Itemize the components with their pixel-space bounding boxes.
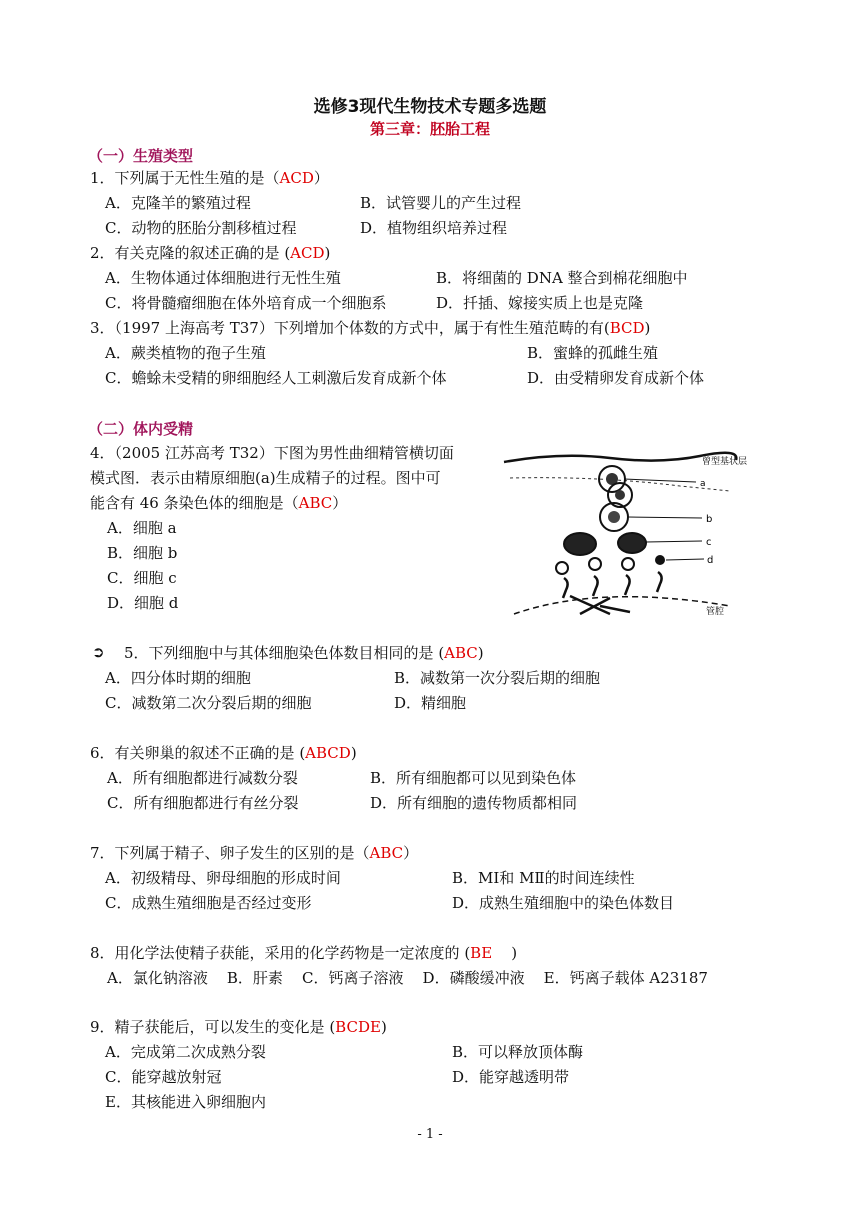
q1-option-c: C．动物的胚胎分割移植过程 (105, 219, 297, 237)
fig-label-top: 曾型基状层 (702, 457, 748, 467)
answer-8: BE (470, 944, 493, 962)
q2-option-b: B．将细菌的 DNA 整合到棉花细胞中 (436, 269, 688, 287)
section-heading-reproduction: （一）生殖类型 (88, 147, 194, 165)
lumen-tails (570, 596, 630, 614)
fig-label-c: c (706, 537, 712, 548)
fig-label-b: b (706, 514, 713, 525)
q9-option-c: C．能穿越放射冠 (105, 1068, 222, 1086)
answer-5: ABC (444, 644, 478, 662)
question-9: 9．精子获能后，可以发生的变化是 (BCDE) (90, 1018, 387, 1036)
q2-option-a: A．生物体通过体细胞进行无性生殖 (105, 269, 341, 287)
question-1: 1．下列属于无性生殖的是（ACD） (90, 169, 329, 187)
cell-d (556, 555, 704, 574)
answer-9: BCDE (335, 1018, 381, 1036)
q5-option-c: C．减数第二次分裂后期的细胞 (105, 694, 312, 712)
q7-option-c: C．成熟生殖细胞是否经过变形 (105, 894, 312, 912)
chapter-title: 第三章：胚胎工程 (369, 120, 490, 138)
answer-2: ACD (290, 244, 325, 262)
q5-option-a: A．四分体时期的细胞 (105, 669, 251, 687)
q9-option-e: E．其核能进入卵细胞内 (105, 1093, 266, 1111)
q7-option-a: A．初级精母、卵母细胞的形成时间 (105, 869, 341, 887)
question-2: 2．有关克隆的叙述正确的是 (ACD) (90, 244, 331, 262)
q4-option-c: C．细胞 c (107, 569, 177, 587)
q4-option-a: A．细胞 a (107, 519, 177, 537)
q5-option-d: D．精细胞 (394, 694, 467, 712)
cell-a (599, 466, 696, 492)
document-title: 选修3现代生物技术专题多选题 (313, 97, 547, 117)
q2-option-d: D．扦插、嫁接实质上也是克隆 (436, 294, 644, 312)
q4-option-d: D．细胞 d (107, 594, 179, 612)
q7-option-d: D．成熟生殖细胞中的染色体数目 (452, 894, 675, 912)
q9-option-b: B．可以释放顶体酶 (452, 1043, 584, 1061)
question-4-line-1: 4．（2005 江苏高考 T32）下图为男性曲细精管横切面 (90, 444, 454, 462)
answer-4: ABC (298, 494, 333, 512)
question-3: 3．（1997 上海高考 T37）下列增加个体数的方式中，属于有性生殖范畴的有(BCD) (90, 319, 651, 337)
question-4-line-3: 能含有 46 条染色体的细胞是（ABC） (90, 494, 348, 512)
q8-options: A．氯化钠溶液 B．肝素 C．钙离子溶液 D．磷酸缓冲液 E．钙离子载体 A23187 (107, 969, 708, 987)
q6-option-b: B．所有细胞都可以见到染色体 (370, 769, 577, 787)
cell-b (600, 503, 702, 531)
q4-option-b: B．细胞 b (107, 544, 178, 562)
fig-label-bottom: 管腔 (706, 607, 725, 617)
question-6: 6．有关卵巢的叙述不正确的是 (ABCD) (90, 744, 357, 762)
q6-option-d: D．所有细胞的遗传物质都相同 (370, 794, 578, 812)
fig-label-d: d (707, 555, 714, 566)
q3-option-a: A．蕨类植物的孢子生殖 (105, 344, 266, 362)
q1-option-a: A．克隆羊的繁殖过程 (105, 194, 251, 212)
answer-6: ABCD (305, 744, 351, 762)
q3-option-b: B．蜜蜂的孤雌生殖 (527, 344, 659, 362)
q6-option-c: C．所有细胞都进行有丝分裂 (107, 794, 299, 812)
q9-option-a: A．完成第二次成熟分裂 (105, 1043, 266, 1061)
answer-7: ABC (369, 844, 404, 862)
question-5: 5．下列细胞中与其体细胞染色体数目相同的是 (ABC) (124, 644, 484, 662)
q1-option-b: B．试管婴儿的产生过程 (360, 194, 522, 212)
question-4-line-2: 模式图．表示由精原细胞(a)生成精子的过程。图中可 (90, 469, 441, 487)
cell-c (564, 533, 702, 555)
q2-option-c: C．将骨髓瘤细胞在体外培育成一个细胞系 (105, 294, 387, 312)
q3-option-d: D．由受精卵发育成新个体 (527, 369, 705, 387)
seminiferous-tubule-figure (500, 446, 780, 626)
q1-option-d: D．植物组织培养过程 (360, 219, 508, 237)
section-heading-fertilization: （二）体内受精 (88, 420, 194, 438)
q7-option-b: B．MⅠ和 MⅡ的时间连续性 (452, 869, 635, 887)
answer-1: ACD (279, 169, 314, 187)
sperm-cells (563, 572, 662, 598)
answer-3: BCD (609, 319, 645, 337)
page-number: - 1 - (417, 1127, 443, 1142)
question-7: 7．下列属于精子、卵子发生的区别的是（ABC） (90, 844, 419, 862)
q5-option-b: B．减数第一次分裂后期的细胞 (394, 669, 601, 687)
q6-option-a: A．所有细胞都进行减数分裂 (107, 769, 298, 787)
arrow-marker-icon: ➲ (92, 643, 105, 661)
q3-option-c: C．蟾蜍未受精的卵细胞经人工刺激后发育成新个体 (105, 369, 447, 387)
fig-label-a: a (700, 479, 706, 489)
question-8: 8．用化学法使精子获能，采用的化学药物是一定浓度的 (BE ) (90, 944, 518, 962)
q9-option-d: D．能穿越透明带 (452, 1068, 570, 1086)
